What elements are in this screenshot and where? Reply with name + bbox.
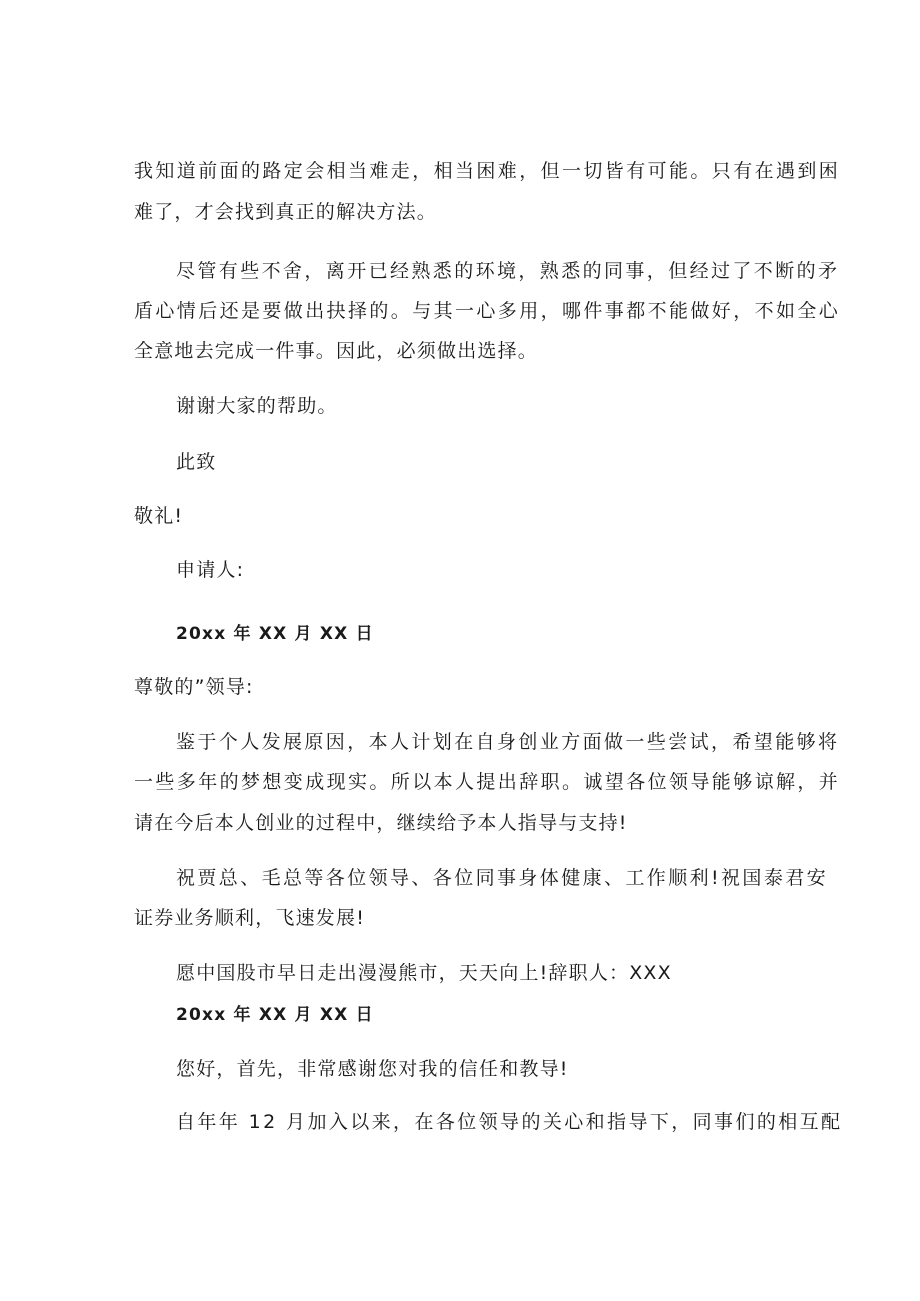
paragraph-4-line-2: 证券业务顺利，飞速发展! — [134, 907, 366, 929]
paragraph-1-line-2: 难了，才会找到真正的解决方法。 — [134, 201, 438, 223]
paragraph-2-line-2: 盾心情后还是要做出抉择的。与其一心多用，哪件事都不能做好，不如全心 — [134, 300, 841, 322]
paragraph-1-line-1: 我知道前面的路定会相当难走，相当困难，但一切皆有可能。只有在遇到困 — [134, 160, 841, 182]
wish-signature-line: 愿中国股市早日走出漫漫熊市，天天向上!辞职人：XXX — [176, 962, 672, 984]
thanks-line: 谢谢大家的帮助。 — [176, 395, 338, 417]
paragraph-3-line-2: 一些多年的梦想变成现实。所以本人提出辞职。诚望各位领导能够谅解，并 — [134, 771, 841, 793]
paragraph-2-line-1: 尽管有些不舍，离开已经熟悉的环境，熟悉的同事，但经过了不断的矛 — [176, 260, 840, 282]
paragraph-5-line-1: 自年年 12 月加入以来，在各位领导的关心和指导下，同事们的相互配 — [176, 1111, 843, 1133]
date-line-2: 20xx 年 XX 月 XX 日 — [176, 1005, 374, 1025]
paragraph-4-line-1: 祝贾总、毛总等各位领导、各位同事身体健康、工作顺利!祝国泰君安 — [176, 867, 829, 889]
paragraph-3-line-3: 请在今后本人创业的过程中，继续给予本人指导与支持! — [134, 812, 628, 834]
applicant-line: 申请人: — [176, 559, 245, 581]
closing-line: 此致 — [176, 451, 217, 473]
opening-line: 您好，首先，非常感谢您对我的信任和教导! — [176, 1058, 569, 1080]
date-line-1: 20xx 年 XX 月 XX 日 — [176, 624, 374, 644]
paragraph-2-line-3: 全意地去完成一件事。因此，必须做出选择。 — [134, 340, 539, 362]
greeting-line: 尊敬的”领导: — [134, 676, 254, 698]
salute-line: 敬礼! — [134, 505, 184, 527]
paragraph-3-line-1: 鉴于个人发展原因，本人计划在自身创业方面做一些尝试，希望能够将 — [176, 731, 840, 753]
